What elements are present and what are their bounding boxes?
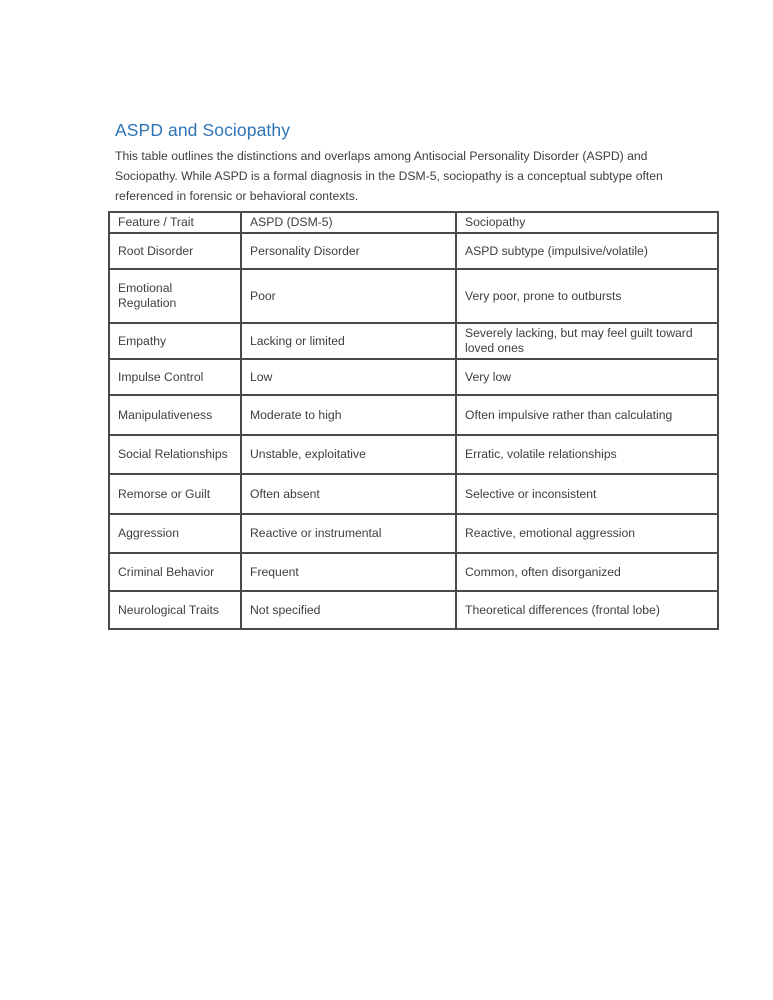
table-row [109,474,718,514]
intro-line-1: This table outlines the distinctions and overlaps among Antisocial Personality Disorder (ASPD) and [115,149,648,163]
table-header-row [109,212,718,233]
table-row [109,435,718,474]
table-row [109,269,718,323]
page-title: ASPD and Sociopathy [115,120,291,140]
intro-line-2: Sociopathy. While ASPD is a formal diagnosis in the DSM-5, sociopathy is a conceptual subtype often [115,169,663,183]
sociopathy-cell: Often impulsive rather than calculating [456,395,718,435]
column-header-feature: Feature / Trait [109,212,241,233]
aspd-cell: Personality Disorder [241,233,456,269]
sociopathy-cell: Very low [456,359,718,395]
intro-line-3: referenced in forensic or behavioral contexts. [115,189,359,203]
feature-cell: Root Disorder [109,233,241,269]
table-row [109,553,718,591]
aspd-cell: Moderate to high [241,395,456,435]
aspd-cell: Poor [241,269,456,323]
feature-cell: Neurological Traits [109,591,241,629]
aspd-cell: Often absent [241,474,456,514]
feature-cell: Emotional Regulation [109,269,241,323]
feature-cell: Aggression [109,514,241,553]
feature-cell: Criminal Behavior [109,553,241,591]
aspd-cell: Unstable, exploitative [241,435,456,474]
sociopathy-cell: Severely lacking, but may feel guilt toward loved ones [456,323,718,359]
aspd-cell: Lacking or limited [241,323,456,359]
table-row [109,395,718,435]
sociopathy-cell: Theoretical differences (frontal lobe) [456,591,718,629]
table-row [109,359,718,395]
sociopathy-cell: Very poor, prone to outbursts [456,269,718,323]
sociopathy-cell: Reactive, emotional aggression [456,514,718,553]
comparison-table [108,211,719,630]
table-row [109,591,718,629]
table-row [109,233,718,269]
feature-cell: Social Relationships [109,435,241,474]
aspd-cell: Low [241,359,456,395]
sociopathy-cell: ASPD subtype (impulsive/volatile) [456,233,718,269]
sociopathy-cell: Selective or inconsistent [456,474,718,514]
aspd-cell: Reactive or instrumental [241,514,456,553]
feature-cell: Remorse or Guilt [109,474,241,514]
sociopathy-cell: Erratic, volatile relationships [456,435,718,474]
table-row [109,323,718,359]
aspd-cell: Frequent [241,553,456,591]
sociopathy-cell: Common, often disorganized [456,553,718,591]
feature-cell: Impulse Control [109,359,241,395]
intro-paragraph [115,146,663,206]
feature-cell: Empathy [109,323,241,359]
column-header-sociopathy: Sociopathy [456,212,718,233]
aspd-cell: Not specified [241,591,456,629]
feature-cell: Manipulativeness [109,395,241,435]
column-header-aspd: ASPD (DSM-5) [241,212,456,233]
table-row [109,514,718,553]
